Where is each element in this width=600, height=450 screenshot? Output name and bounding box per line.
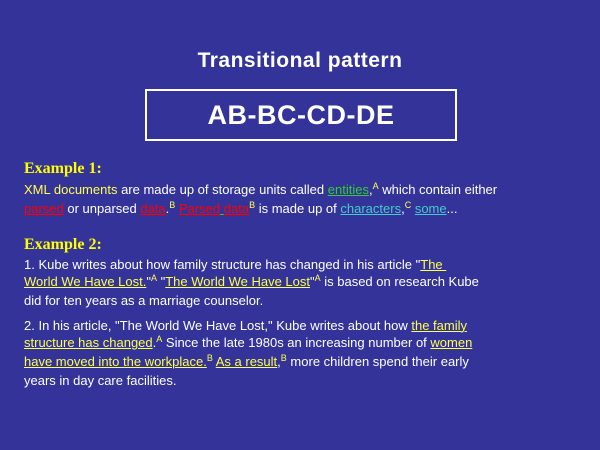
text-segment: Since the late 1980s an increasing number of bbox=[162, 335, 431, 350]
text-segment: is made up of bbox=[255, 201, 341, 216]
link-data[interactable]: data bbox=[140, 201, 166, 216]
text-segment: . bbox=[152, 335, 157, 350]
link-women-workplace[interactable]: women bbox=[430, 335, 473, 350]
superscript-b: B bbox=[280, 353, 287, 363]
text-segment: , bbox=[277, 354, 281, 369]
text-segment: years in day care facilities. bbox=[24, 373, 177, 388]
text-segment: " bbox=[146, 274, 151, 289]
superscript-c: C bbox=[404, 200, 412, 210]
link-the-world-we-have-lost-2[interactable]: The World We Have Lost bbox=[165, 274, 310, 289]
pattern-box-text: AB-BC-CD-DE bbox=[207, 99, 395, 130]
superscript-a: A bbox=[156, 334, 163, 344]
superscript-b: B bbox=[169, 200, 176, 210]
example2-heading: Example 2: bbox=[24, 236, 102, 253]
link-women-workplace[interactable]: have moved into the workplace. bbox=[24, 354, 207, 369]
link-entities[interactable]: entities bbox=[327, 182, 369, 197]
link-as-a-result[interactable]: As a result bbox=[215, 354, 278, 369]
link-some[interactable]: some bbox=[414, 201, 447, 216]
superscript-a: A bbox=[314, 273, 321, 283]
text-segment: , bbox=[401, 201, 405, 216]
link-parsed-data[interactable]: Parsed bbox=[178, 201, 221, 216]
link-the-world-we-have-lost-1[interactable]: World We Have Lost. bbox=[24, 274, 147, 289]
example2-paragraph-1 bbox=[24, 256, 599, 309]
example1-heading: Example 1: bbox=[24, 160, 102, 177]
text-segment: 1. Kube writes about how family structure has changed in his article " bbox=[24, 257, 421, 272]
example2-paragraph-2 bbox=[24, 317, 599, 389]
link-the-world-we-have-lost-1[interactable]: The bbox=[420, 257, 447, 272]
text-segment: 2. In his article, "The World We Have Lost," Kube writes about how bbox=[24, 318, 412, 333]
highlight-xml-documents: XML documents bbox=[24, 182, 118, 197]
superscript-a: A bbox=[372, 181, 379, 191]
link-family-structure-changed[interactable]: structure has changed bbox=[24, 335, 153, 350]
link-parsed-data[interactable]: data bbox=[223, 201, 250, 216]
link-parsed[interactable]: parsed bbox=[24, 201, 64, 216]
slide-title: Transitional pattern bbox=[197, 49, 403, 72]
link-family-structure-changed[interactable]: the family bbox=[411, 318, 468, 333]
text-segment: or unparsed bbox=[63, 201, 141, 216]
pattern-box bbox=[145, 89, 457, 141]
superscript-b: B bbox=[249, 200, 256, 210]
superscript-b: B bbox=[206, 353, 213, 363]
link-characters[interactable]: characters bbox=[340, 201, 402, 216]
text-segment: , bbox=[368, 182, 373, 197]
text-segment: which contain either bbox=[378, 182, 498, 197]
text-segment: . bbox=[165, 201, 170, 216]
text-segment: did for ten years as a marriage counselor. bbox=[24, 293, 264, 308]
superscript-a: A bbox=[150, 273, 157, 283]
text-segment: " bbox=[309, 274, 315, 289]
text-segment: " bbox=[157, 274, 166, 289]
text-segment: ... bbox=[446, 201, 458, 216]
text-segment: is based on research Kube bbox=[320, 274, 479, 289]
example1-paragraph bbox=[24, 181, 599, 219]
text-segment: more children spend their early bbox=[286, 354, 469, 369]
text-segment: are made up of storage units called bbox=[117, 182, 328, 197]
